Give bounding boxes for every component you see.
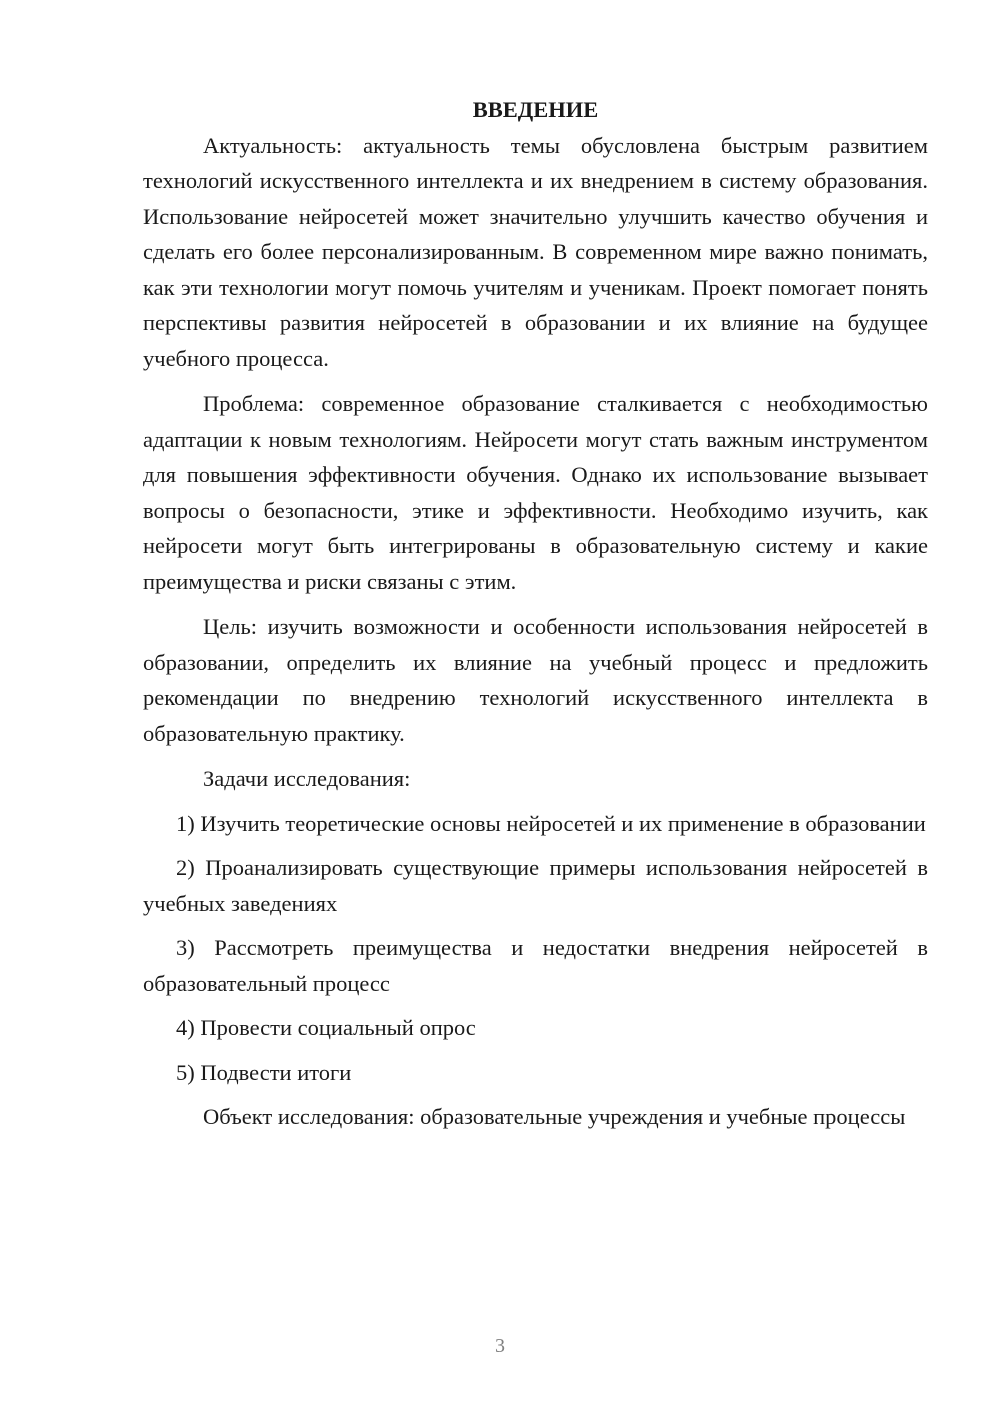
task-item-5: 5) Подвести итоги <box>176 1059 352 1085</box>
task-item-1: 1) Изучить теоретические основы нейросетей и их применение в образовании <box>176 810 926 836</box>
task-item-3: 3) Рассмотреть преимущества и недостатки внедрения нейросетей в образовательный процесс <box>143 935 928 996</box>
page-number: 3 <box>495 1335 505 1357</box>
page-content <box>143 92 928 1145</box>
task-item-2: 2) Проанализировать существующие примеры использования нейросетей в учебных заведениях <box>143 855 928 916</box>
task-item-4: 4) Провести социальный опрос <box>176 1015 476 1040</box>
relevance-paragraph: Актуальность: актуальность темы обусловлена быстрым развитием технологий искусственного интеллекта и их внедрением в систему образования. Использование нейросетей может значительно улучшить качество обучения и сделать его более персонализированным. В современном мире важно понимать, как эти технологии могут помочь учителям и ученикам. Проект помогает понять перспективы развития нейросетей в образовании и их влияние на будущее учебного процесса. <box>143 132 928 371</box>
tasks-title: Задачи исследования: <box>203 766 411 791</box>
problem-paragraph: Проблема: современное образование сталкивается с необходимостью адаптации к новым технологиям. Нейросети могут стать важным инструментом для повышения эффективности обучения. Однако их использование вызывает вопросы о безопасности, этике и эффективности. Необходимо изучить, как нейросети могут быть интегрированы в образовательную систему и какие преимущества и риски связаны с этим. <box>143 391 928 594</box>
goal-paragraph: Цель: изучить возможности и особенности использования нейросетей в образовании, определить их влияние на учебный процесс и предложить рекомендации по внедрению технологий искусственного интеллекта в образовательную практику. <box>143 614 928 746</box>
object-paragraph: Объект исследования: образовательные учреждения и учебные процессы <box>203 1104 906 1129</box>
section-heading: ВВЕДЕНИЕ <box>472 97 599 122</box>
